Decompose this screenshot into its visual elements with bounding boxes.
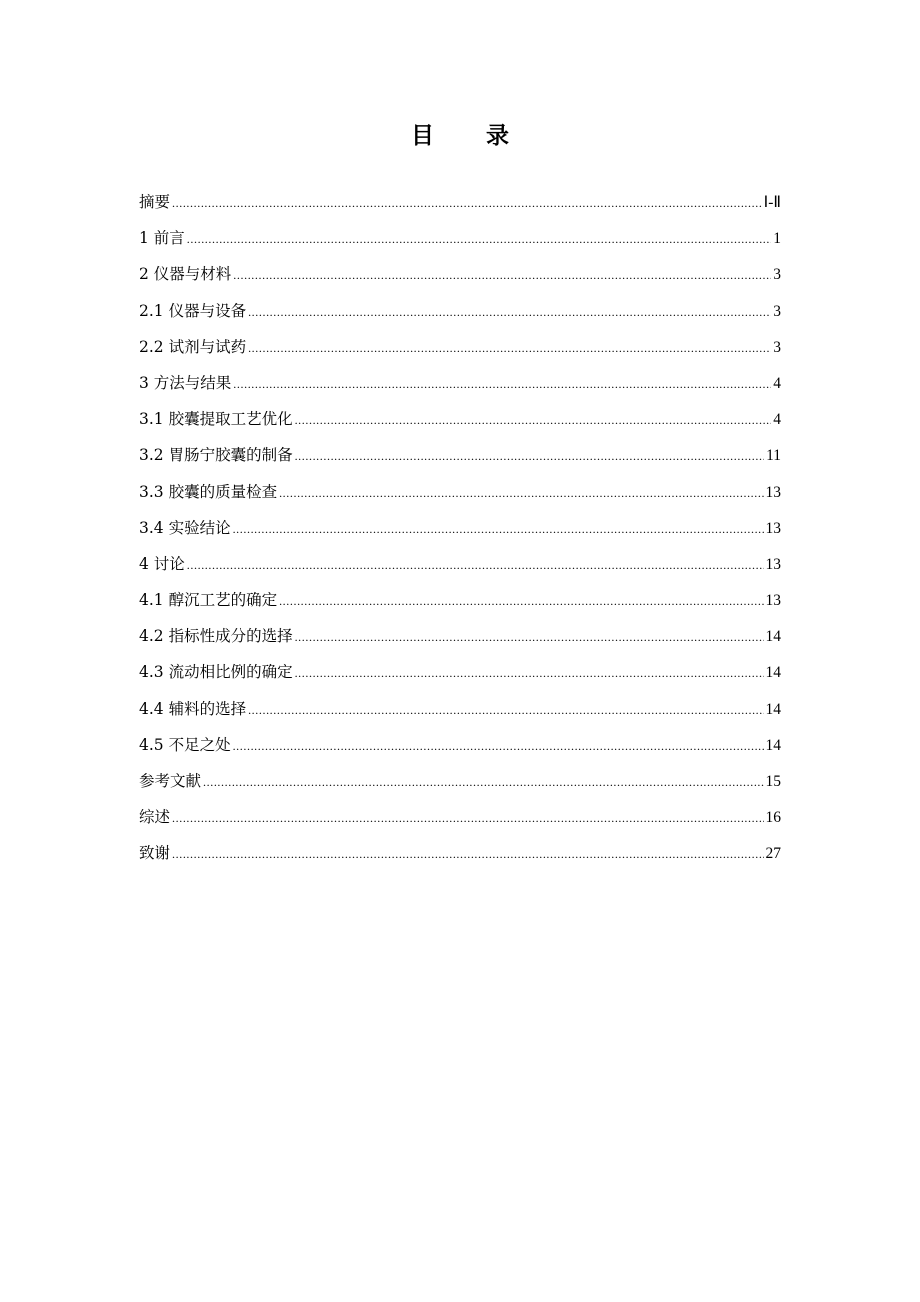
toc-list [139,184,781,872]
toc-dot-leader [248,294,771,330]
toc-entry-2-2[interactable] [139,329,781,365]
toc-dot-leader [172,836,763,872]
toc-entry-label: 综述 [139,808,171,827]
toc-entry-label: 3 方法与结果 [139,373,232,392]
toc-title-char-2: 录 [486,123,509,149]
toc-page-number: 3 [773,338,781,356]
toc-entry-3[interactable] [139,365,781,401]
toc-entry-3-2[interactable] [139,437,781,473]
toc-page-number: 3 [773,266,781,284]
toc-entry-label: 4 讨论 [139,554,185,573]
toc-entry-label: 4.2 指标性成分的选择 [139,627,293,646]
toc-entry-references[interactable] [139,763,781,799]
toc-page-number: 15 [765,773,781,790]
toc-page-number: 13 [765,519,781,537]
toc-dot-leader [295,438,764,474]
toc-dot-leader [279,583,763,619]
toc-dot-leader [295,655,764,691]
toc-entry-1[interactable] [139,220,781,256]
toc-entry-label: 3.3 胶囊的质量检查 [139,482,278,501]
toc-page-number: 14 [765,664,781,682]
toc-entry-label: 2.1 仪器与设备 [139,301,247,320]
toc-page-number: 16 [765,809,781,827]
toc-entry-review[interactable] [139,799,781,835]
toc-entry-label: 3.4 实验结论 [139,518,231,537]
toc-entry-label: 摘要 [139,193,171,211]
toc-page-number: 3 [773,302,781,320]
toc-page-number: 14 [765,700,781,718]
toc-dot-leader [233,728,764,764]
toc-entry-3-3[interactable] [139,474,781,510]
toc-entry-label: 4.5 不足之处 [139,735,231,754]
toc-page-number: 27 [765,845,781,863]
toc-entry-4-5[interactable] [139,727,781,763]
toc-page-number: 1 [773,230,781,248]
toc-title-char-1: 目 [411,123,434,149]
toc-entry-abstract[interactable] [139,184,781,220]
toc-entry-label: 4.4 辅料的选择 [139,699,247,718]
toc-entry-4-2[interactable] [139,618,781,654]
toc-entry-label: 3.1 胶囊提取工艺优化 [139,410,293,429]
toc-dot-leader [248,692,763,728]
toc-dot-leader [233,366,771,402]
toc-entry-label: 4.3 流动相比例的确定 [139,663,293,682]
toc-entry-4[interactable] [139,546,781,582]
toc-dot-leader [187,547,764,583]
toc-page-number: 11 [766,447,781,465]
toc-dot-leader [279,475,763,511]
toc-dot-leader [295,402,772,438]
toc-page-number: 14 [765,628,781,646]
toc-page-number: 4 [773,411,781,429]
toc-entry-label: 致谢 [139,844,171,863]
toc-entry-label: 参考文献 [139,772,202,790]
toc-page-number: 13 [765,592,781,610]
toc-entry-3-1[interactable] [139,401,781,437]
toc-page-number: 13 [765,483,781,501]
toc-page-number: 14 [765,736,781,754]
toc-page-number: 4 [773,374,781,392]
toc-entry-label: 1 前言 [139,229,185,248]
toc-dot-leader [233,257,771,293]
toc-entry-label: 4.1 醇沉工艺的确定 [139,591,278,610]
toc-dot-leader [295,619,764,655]
toc-dot-leader [248,330,771,366]
toc-entry-3-4[interactable] [139,510,781,546]
toc-entry-label: 2 仪器与材料 [139,265,232,284]
toc-page-number: 13 [765,555,781,573]
toc-page-number: Ⅰ-Ⅱ [763,194,781,211]
toc-entry-2[interactable] [139,256,781,292]
toc-dot-leader [172,800,763,836]
toc-entry-4-1[interactable] [139,582,781,618]
toc-entry-2-1[interactable] [139,293,781,329]
toc-dot-leader [233,511,764,547]
toc-dot-leader [172,185,762,221]
toc-entry-label: 2.2 试剂与试药 [139,337,247,356]
toc-entry-4-3[interactable] [139,654,781,690]
toc-entry-acknowledgements[interactable] [139,835,781,871]
toc-dot-leader [187,221,771,257]
toc-dot-leader [203,764,763,800]
toc-title [0,118,920,154]
toc-entry-label: 3.2 胃肠宁胶囊的制备 [139,446,293,465]
toc-entry-4-4[interactable] [139,691,781,727]
